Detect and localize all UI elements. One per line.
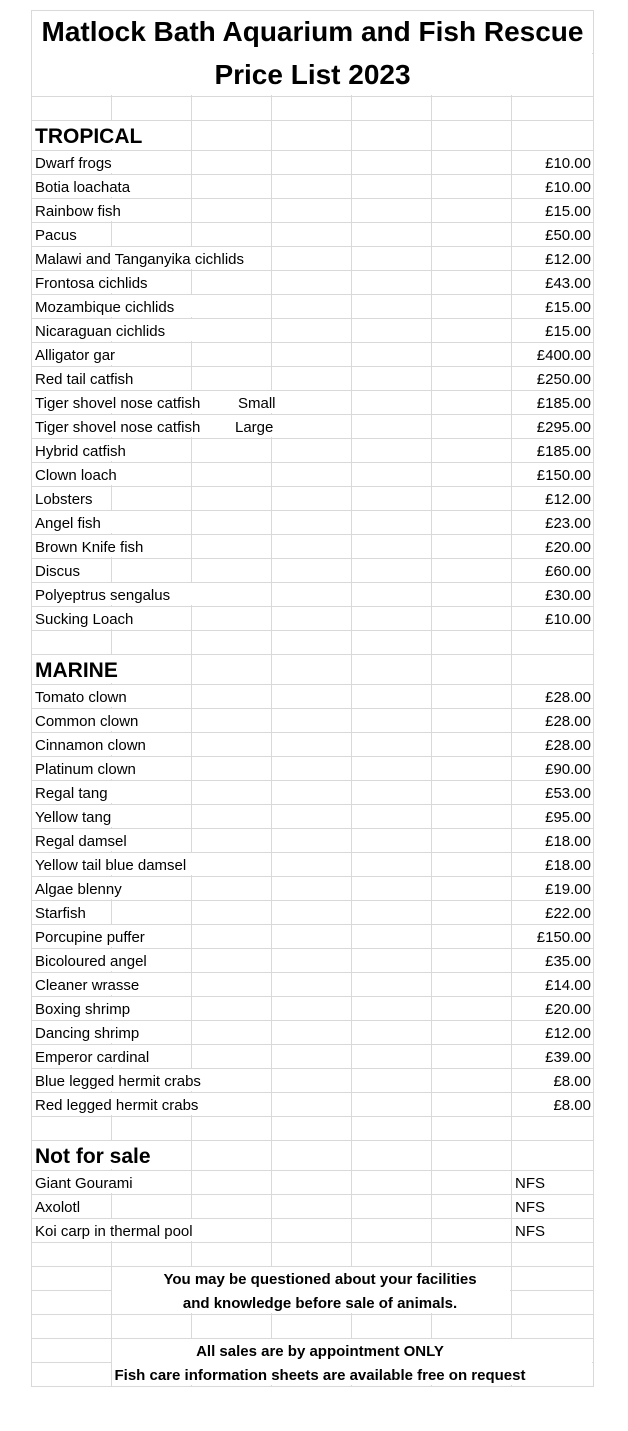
grid-column-line (271, 10, 272, 1386)
marine-item-name: Regal damsel (35, 832, 127, 850)
marine-item-name: Platinum clown (35, 760, 136, 778)
tropical-item-size: Large (235, 418, 274, 436)
page-subtitle: Price List 2023 (214, 59, 411, 90)
nfs-item-status: NFS (515, 1222, 545, 1240)
tropical-item-price: £250.00 (536, 370, 591, 388)
marine-item-name: Yellow tang (35, 808, 112, 826)
marine-item-name: Emperor cardinal (35, 1048, 150, 1066)
note-facilities-line2: and knowledge before sale of animals. (182, 1294, 458, 1312)
nfs-item-name: Koi carp in thermal pool (35, 1222, 193, 1240)
grid-column-line (351, 10, 352, 1386)
tropical-item-size: Small (238, 394, 276, 412)
nfs-item-status: NFS (515, 1174, 545, 1192)
marine-item-price: £8.00 (553, 1072, 591, 1090)
marine-item-name: Cinnamon clown (35, 736, 146, 754)
tropical-item-name: Tiger shovel nose catfish (35, 394, 201, 412)
marine-item-name: Bicoloured angel (35, 952, 147, 970)
tropical-item-price: £50.00 (545, 226, 591, 244)
tropical-item-price: £23.00 (545, 514, 591, 532)
section-heading-tropical: TROPICAL (35, 124, 143, 148)
marine-item-name: Yellow tail blue damsel (35, 856, 187, 874)
note-facilities-line1: You may be questioned about your facilities (163, 1270, 477, 1288)
marine-item-price: £14.00 (545, 976, 591, 994)
tropical-item-name: Tiger shovel nose catfish (35, 418, 201, 436)
tropical-item-name: Hybrid catfish (35, 442, 126, 460)
tropical-item-name: Discus (35, 562, 81, 580)
marine-item-price: £20.00 (545, 1000, 591, 1018)
marine-item-price: £19.00 (545, 880, 591, 898)
grid-row-line (31, 222, 594, 223)
tropical-item-price: £15.00 (545, 322, 591, 340)
page-title: Matlock Bath Aquarium and Fish Rescue (41, 16, 584, 47)
tropical-item-name: Angel fish (35, 514, 101, 532)
grid-row-line (31, 1314, 594, 1315)
marine-item-price: £28.00 (545, 688, 591, 706)
tropical-item-price: £10.00 (545, 154, 591, 172)
section-heading-not-for-sale: Not for sale (35, 1144, 151, 1168)
marine-item-price: £150.00 (536, 928, 591, 946)
marine-item-price: £18.00 (545, 856, 591, 874)
marine-item-name: Blue legged hermit crabs (35, 1072, 201, 1090)
tropical-item-name: Clown loach (35, 466, 117, 484)
nfs-item-name: Axolotl (35, 1198, 81, 1216)
nfs-item-name: Giant Gourami (35, 1174, 133, 1192)
grid-row-line (31, 1194, 594, 1195)
marine-item-price: £18.00 (545, 832, 591, 850)
grid-column-line (511, 10, 512, 1386)
tropical-item-name: Botia loachata (35, 178, 131, 196)
tropical-item-price: £60.00 (545, 562, 591, 580)
section-heading-marine: MARINE (35, 658, 118, 682)
tropical-item-name: Polyeptrus sengalus (35, 586, 171, 604)
tropical-item-name: Red tail catfish (35, 370, 134, 388)
grid-row-line (31, 558, 594, 559)
tropical-item-price: £12.00 (545, 490, 591, 508)
tropical-item-name: Nicaraguan cichlids (35, 322, 166, 340)
nfs-item-status: NFS (515, 1198, 545, 1216)
tropical-item-price: £43.00 (545, 274, 591, 292)
tropical-item-price: £10.00 (545, 610, 591, 628)
marine-item-name: Starfish (35, 904, 86, 922)
tropical-item-name: Frontosa cichlids (35, 274, 148, 292)
marine-item-price: £53.00 (545, 784, 591, 802)
tropical-item-name: Malawi and Tanganyika cichlids (35, 250, 245, 268)
tropical-item-name: Alligator gar (35, 346, 116, 364)
grid-row-line (31, 1242, 594, 1243)
marine-item-price: £39.00 (545, 1048, 591, 1066)
marine-item-price: £28.00 (545, 736, 591, 754)
tropical-item-price: £150.00 (536, 466, 591, 484)
marine-item-price: £95.00 (545, 808, 591, 826)
tropical-item-price: £400.00 (536, 346, 591, 364)
marine-item-price: £28.00 (545, 712, 591, 730)
tropical-item-name: Brown Knife fish (35, 538, 144, 556)
tropical-item-price: £20.00 (545, 538, 591, 556)
tropical-item-name: Dwarf frogs (35, 154, 112, 172)
marine-item-name: Dancing shrimp (35, 1024, 140, 1042)
grid-row-line (31, 630, 594, 631)
note-appointment: All sales are by appointment ONLY (196, 1342, 444, 1360)
marine-item-price: £12.00 (545, 1024, 591, 1042)
marine-item-name: Tomato clown (35, 688, 127, 706)
tropical-item-name: Sucking Loach (35, 610, 134, 628)
marine-item-name: Cleaner wrasse (35, 976, 140, 994)
marine-item-price: £90.00 (545, 760, 591, 778)
grid-column-line (593, 10, 594, 1386)
tropical-item-price: £10.00 (545, 178, 591, 196)
marine-item-name: Algae blenny (35, 880, 122, 898)
tropical-item-price: £185.00 (536, 442, 591, 460)
tropical-item-price: £295.00 (536, 418, 591, 436)
tropical-item-price: £30.00 (545, 586, 591, 604)
tropical-item-name: Rainbow fish (35, 202, 121, 220)
tropical-item-price: £15.00 (545, 202, 591, 220)
grid-column-line (431, 10, 432, 1386)
tropical-item-price: £15.00 (545, 298, 591, 316)
marine-item-name: Red legged hermit crabs (35, 1096, 199, 1114)
grid-row-line (31, 96, 594, 97)
tropical-item-name: Lobsters (35, 490, 93, 508)
marine-item-name: Porcupine puffer (35, 928, 145, 946)
tropical-item-price: £185.00 (536, 394, 591, 412)
marine-item-name: Regal tang (35, 784, 108, 802)
marine-item-price: £8.00 (553, 1096, 591, 1114)
marine-item-price: £35.00 (545, 952, 591, 970)
tropical-item-price: £12.00 (545, 250, 591, 268)
grid-row-line (31, 486, 594, 487)
grid-row-line (31, 900, 594, 901)
marine-item-price: £22.00 (545, 904, 591, 922)
grid-column-line (191, 10, 192, 1386)
tropical-item-name: Pacus (35, 226, 77, 244)
grid-row-line (31, 1116, 594, 1117)
marine-item-name: Common clown (35, 712, 139, 730)
tropical-item-name: Mozambique cichlids (35, 298, 175, 316)
note-care-sheets: Fish care information sheets are available free on request (114, 1366, 526, 1384)
marine-item-name: Boxing shrimp (35, 1000, 131, 1018)
grid-row-line (31, 1386, 594, 1387)
